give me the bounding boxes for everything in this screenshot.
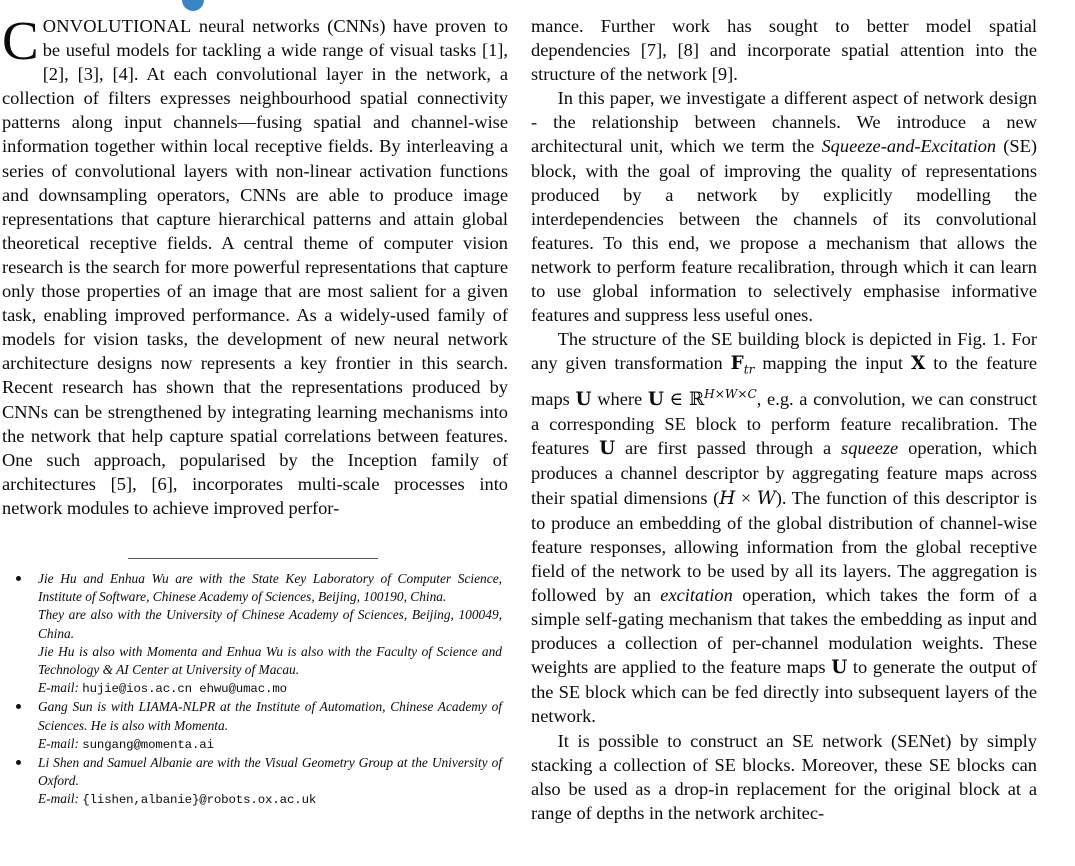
email-label: E-mail: [38, 735, 79, 751]
math-F-tr: F [730, 353, 744, 375]
p3-part-j: operation, which takes the form of a simple self-gating mechanism that takes the embedding as input and produces a collection of per-channel modulation weights. These weights are applied to the feature maps [531, 584, 1037, 678]
paragraph-in-this-paper [531, 86, 1037, 327]
footnote-item [2, 698, 502, 754]
p3-part-h: operation, which produces a channel descriptor by aggregating feature maps across their spatial dimensions ( [531, 438, 1038, 508]
p3-part-d: where [591, 389, 648, 410]
paragraph-se-structure [531, 327, 1037, 728]
math-F-subscript: tr [743, 362, 755, 377]
p3-part-g: are first passed through a [615, 438, 842, 459]
math-H: H [719, 487, 736, 509]
footnote-email-line [38, 679, 502, 698]
footnote-email-line [38, 735, 502, 754]
p3-part-e: ∈ [663, 389, 689, 410]
opening-small-caps: ONVOLUTIONAL [42, 16, 192, 36]
intro-paragraph [2, 10, 508, 520]
math-U-3: U [599, 438, 616, 460]
email-address[interactable]: {lishen,albanie}@robots.ox.ac.uk [82, 793, 317, 808]
footnote-line: Li Shen and Samuel Albanie are with the Visual Geometry Group at the University of Oxford. [38, 755, 502, 789]
email-label: E-mail: [38, 791, 79, 807]
footnote-line: They are also with the University of Chinese Academy of Sciences, Beijing, 100049, China. [38, 607, 502, 641]
drop-cap: C [2, 10, 39, 71]
math-U-4: U [831, 657, 848, 679]
email-address[interactable]: hujie@ios.ac.cn ehwu@umac.mo [82, 682, 287, 697]
email-address[interactable]: sungang@momenta.ai [82, 737, 214, 752]
p3-part-c: to the feature maps [531, 353, 1037, 410]
p2-part-b: (SE) block, with the goal of improving the quality of representations produced by a network by explicitly modelling the interdependencies between the channels of its convolutional features. To this end, we propose a mechanism that allows the network to perform feature recalibration, through which it can learn to use global information to selectively emphasise informative features and suppress less useful ones. [531, 136, 1037, 326]
bullet-icon [16, 576, 21, 581]
se-block-emphasis: Squeeze-and-Excitation [821, 136, 997, 157]
math-R-superscript: H×W×C [704, 387, 757, 402]
footnote-item [2, 570, 502, 698]
bullet-icon [16, 760, 21, 765]
footnote-separator-rule [128, 558, 378, 559]
right-text-column [531, 14, 1037, 825]
math-X: X [910, 353, 926, 375]
p3-part-k: to generate the output of the SE block which can be fed directly into subsequent layers of the network. [531, 657, 1037, 727]
excitation-emphasis: excitation [660, 584, 733, 605]
footnote-item [2, 754, 502, 810]
blue-circle-decoration [182, 0, 204, 11]
math-times-symbol: × [735, 487, 757, 508]
footnote-line: Jie Hu is also with Momenta and Enhua Wu is also with the Faculty of Science and Technology & AI Center at University of Macau. [38, 643, 502, 678]
left-text-column [2, 10, 508, 520]
footnote-email-line [38, 790, 502, 809]
email-label: E-mail: [38, 680, 79, 696]
p2-part-a: In this paper, we investigate a different aspect of network design - the relationship between channels. We introduce a new architectural unit, which we term the [531, 88, 1037, 157]
math-W: W [756, 487, 776, 509]
math-U-1: U [575, 389, 592, 411]
p3-part-a: The structure of the SE building block is depicted in Fig. 1. For any given transformation [531, 329, 1037, 374]
paragraph-senet: It is possible to construct an SE network (SENet) by simply stacking a collection of SE blocks. Moreover, these SE blocks can also be used as a drop-in replacement for the original block at a range of depths in the network architec- [531, 730, 1037, 823]
math-U-2: U [647, 389, 664, 411]
footnote-block [2, 570, 502, 810]
footnote-line: Gang Sun is with LIAMA-NLPR at the Institute of Automation, Chinese Academy of Sciences. He is also with Momenta. [38, 699, 502, 733]
paragraph-related-work-tail: mance. Further work has sought to better model spatial dependencies [7], [8] and incorporate spatial attention into the structure of the network [9]. [531, 16, 1037, 85]
squeeze-emphasis: squeeze [841, 438, 899, 459]
p3-part-b: mapping the input [754, 353, 911, 374]
footnote-line: Jie Hu and Enhua Wu are with the State Key Laboratory of Computer Science, Institute of Software, Chinese Academy of Sciences, Beijing, 100190, China. [38, 571, 502, 605]
intro-paragraph-body: neural networks (CNNs) have proven to be useful models for tackling a wide range of visual tasks [1], [2], [3], [4]. At each convolutional layer in the network, a collection of filters expresses neighbourhood spatial connectivity patterns along input channels—fusing spatial and channel-wise information together within local receptive fields. By interleaving a series of convolutional layers with non-linear activation functions and downsampling operators, CNNs are able to produce image representations that capture hierarchical patterns and attain global theoretical receptive fields. A central theme of computer vision research is the search for more powerful representations that capture only those properties of an image that are most salient for a given task, enabling improved performance. As a widely-used family of models for vision tasks, the development of new neural network architecture designs now represents a key frontier in this search. Recent research has shown that the representations produced by CNNs can be strengthened by integrating learning mechanisms into the network that help capture spatial correlations between features. One such approach, popularised by the Inception family of architectures [5], [6], incorporates multi-scale processes into network modules to achieve improved perfor- [2, 16, 508, 518]
bullet-icon [16, 704, 21, 709]
p3-part-f: , e.g. a convolution, we can construct a corresponding SE block to perform feature recalibration. The features [531, 389, 1037, 459]
math-real-numbers: ℝ [688, 389, 705, 411]
p3-part-i: ). The function of this descriptor is to produce an embedding of the global distribution of channel-wise feature responses, allowing information from the global receptive field of the network to be used by all its layers. The aggregation is followed by an [531, 487, 1037, 605]
